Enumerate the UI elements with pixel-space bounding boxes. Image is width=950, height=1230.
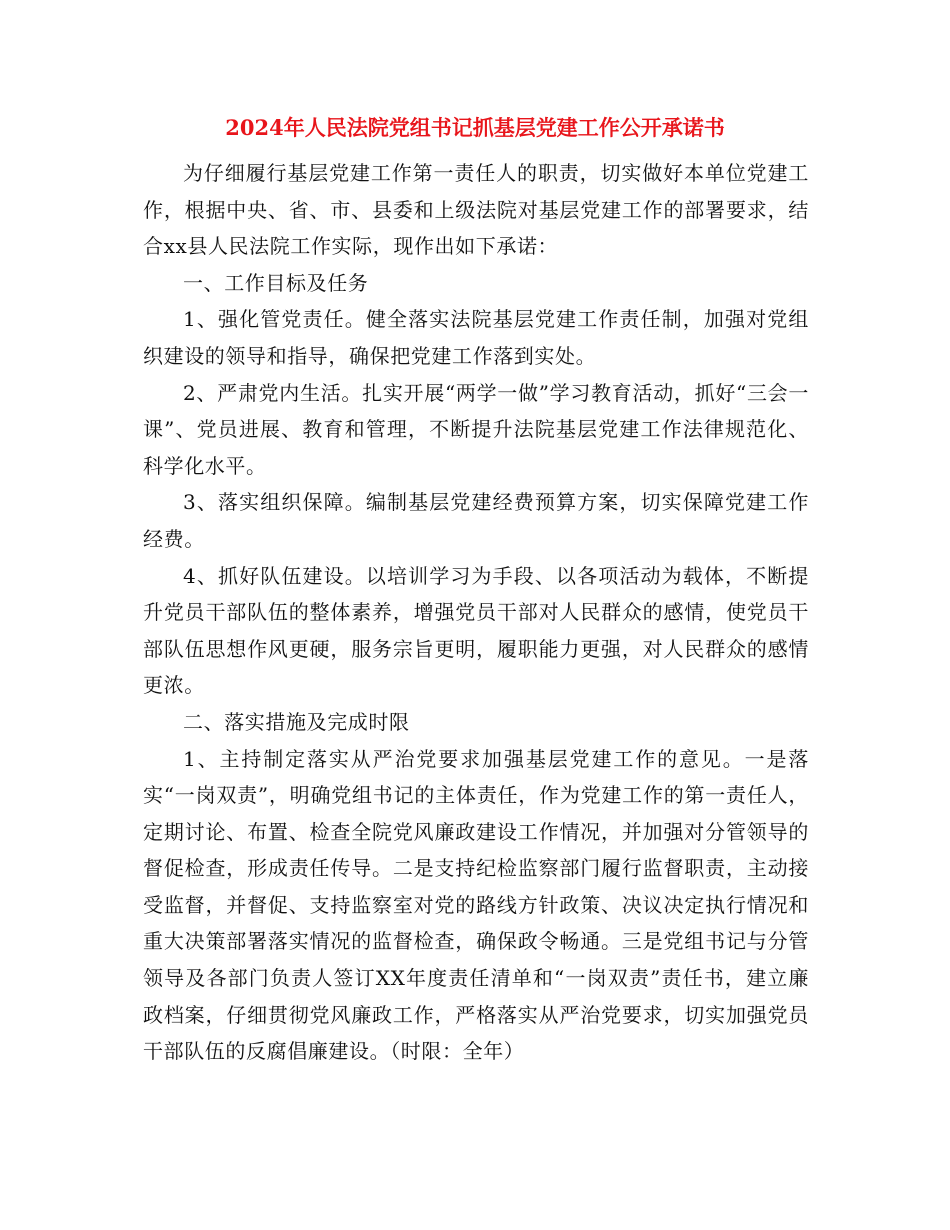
section-heading-goals: 一、工作目标及任务 [183,270,369,295]
paragraph-intro: 为仔细履行基层党建工作第一责任人的职责，切实做好本单位党建工作，根据中央、省、市、县委和上级法院对基层党建工作的部署要求，结合xx县人民法院工作实际，现作出如下承诺： [143,161,809,259]
paragraph-goal-4: 4、抓好队伍建设。以培训学习为手段、以各项活动为载体，不断提升党员干部队伍的整体素养，增强党员干部对人民群众的感情，使党员干部队伍思想作风更硬，服务宗旨更明，履职能力更强，对人民群众的感情更浓。 [143,563,809,698]
paragraph-goal-1: 1、强化管党责任。健全落实法院基层党建工作责任制，加强对党组织建设的领导和指导，确保把党建工作落到实处。 [143,307,809,368]
document-title: 2024年人民法院党组书记抓基层党建工作公开承诺书 [225,115,725,140]
document-body [143,155,809,1070]
paragraph-goal-3: 3、落实组织保障。编制基层党建经费预算方案，切实保障党建工作经费。 [143,490,809,551]
paragraph-goal-2: 2、严肃党内生活。扎实开展“两学一做”学习教育活动，抓好“三会一课”、党员进展、教育和管理，不断提升法院基层党建工作法律规范化、科学化水平。 [143,380,809,478]
section-heading-measures: 二、落实措施及完成时限 [183,709,410,734]
paragraph-measure-1: 1、主持制定落实从严治党要求加强基层党建工作的意见。一是落实“一岗双责”，明确党组书记的主体责任，作为党建工作的第一责任人，定期讨论、布置、检查全院党风廉政建设工作情况，并加强对分管领导的督促检查，形成责任传导。二是支持纪检监察部门履行监督职责，主动接受监督，并督促、支持监察室对党的路线方针政策、决议决定执行情况和重大决策部署落实情况的监督检查，确保政令畅通。三是党组书记与分管领导及各部门负责人签订XX年度责任清单和“一岗双责”责任书，建立廉政档案，仔细贯彻党风廉政工作，严格落实从严治党要求，切实加强党员干部队伍的反腐倡廉建设。（时限：全年） [143,746,809,1064]
